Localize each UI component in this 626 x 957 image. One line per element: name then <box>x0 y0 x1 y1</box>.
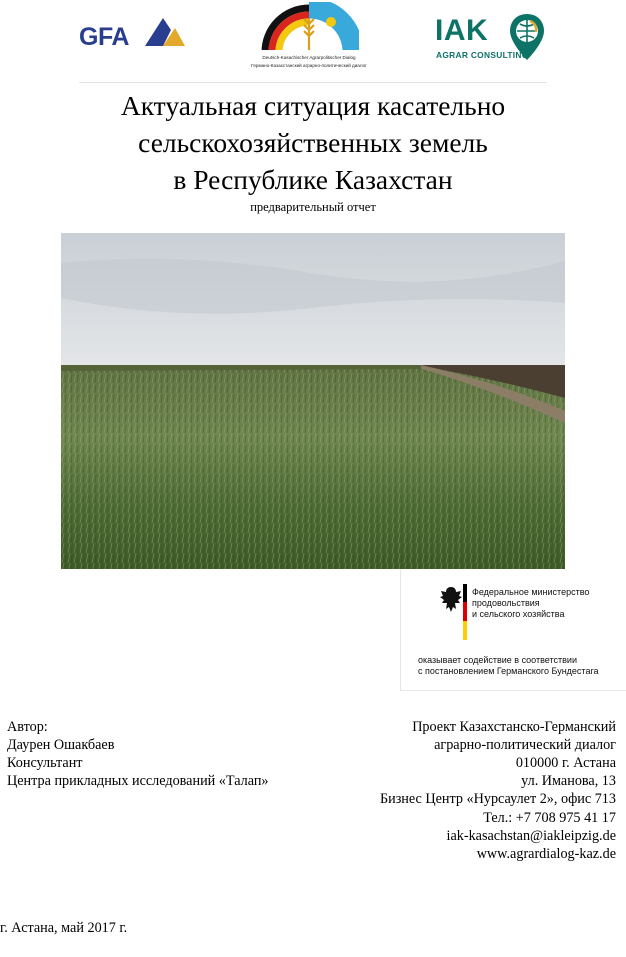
iak-logo-subtitle: AGRAR CONSULTING <box>436 50 529 60</box>
place-date: г. Астана, май 2017 г. <box>0 920 128 936</box>
project-phone: Тел.: +7 708 975 41 17 <box>483 810 616 826</box>
gfa-logo-text: GFA <box>79 23 129 51</box>
iak-logo <box>435 12 547 64</box>
author-organization: Центра прикладных исследований «Талап» <box>7 773 269 789</box>
author-name: Даурен Ошакбаев <box>7 737 115 753</box>
ministry-support-line-1: оказывает содействие в соответствии <box>418 655 577 665</box>
dialog-caption-ru: Германо-Казахстанский аграрно-политический диалог <box>251 63 367 68</box>
flags-arc-icon <box>259 2 359 54</box>
gfa-triangle-icon <box>143 16 187 48</box>
gfa-logo <box>79 20 189 54</box>
ministry-sponsor-box <box>400 570 626 691</box>
ministry-name-line-1: Федеральное министерство <box>472 587 590 597</box>
ministry-name-line-2: продовольствия <box>472 598 540 608</box>
ministry-support-line-2: с постановлением Германского Бундестага <box>418 666 599 676</box>
iak-logo-text: IAK <box>435 14 489 47</box>
german-flag-bar-icon <box>463 584 467 640</box>
federal-eagle-icon <box>439 585 463 637</box>
title-line-2: сельскохозяйственных земель <box>138 127 488 158</box>
project-street: ул. Иманова, 13 <box>521 773 616 789</box>
dialog-caption-de: Deutsch-Kasachischer Agrarpolitischer Dialog <box>262 55 356 60</box>
author-label: Автор: <box>7 719 48 735</box>
ministry-name-line-3: и сельского хозяйства <box>472 609 565 619</box>
logo-strip <box>79 0 547 83</box>
author-position: Консультант <box>7 755 83 771</box>
subtitle: предварительный отчет <box>250 200 376 214</box>
project-postal-city: 010000 г. Астана <box>515 755 616 771</box>
wheat-field-photo <box>61 233 565 569</box>
agrardialog-logo <box>247 2 371 76</box>
project-website-link[interactable]: www.agrardialog-kaz.de <box>476 846 616 862</box>
project-office: Бизнес Центр «Нурсаулет 2», офис 713 <box>379 791 616 807</box>
project-name-line-1: Проект Казахстанско-Германский <box>412 719 616 735</box>
title-line-3: в Республике Казахстан <box>173 164 453 195</box>
project-email-link[interactable]: iak-kasachstan@iakleipzig.de <box>446 828 616 844</box>
project-name-line-2: аграрно-политический диалог <box>434 737 616 753</box>
title-line-1: Актуальная ситуация касательно <box>120 90 506 121</box>
wheat-field-image <box>61 233 565 569</box>
